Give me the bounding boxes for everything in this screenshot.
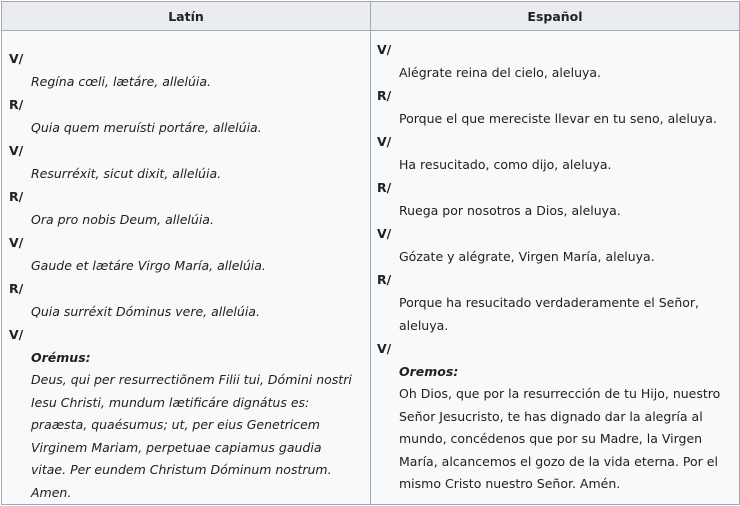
verse-mark: V/: [9, 143, 24, 158]
closing-prayer: Deus, qui per resurrectiõnem Filii tui, Dómini nostri Iesu Christi, mundum lætificáre dignátus es: praæsta, quaésumus; ut, per eius Genetricem Virginem Mariam, perpetuae capiamus gaudia vitae. Per eundem Christum Dóminum nostrum. Amen.: [31, 372, 352, 500]
espanol-column: [371, 31, 740, 505]
verse-text: Gózate y alégrate, Virgen María, aleluya.: [399, 249, 655, 264]
verse-text: Porque el que mereciste llevar en tu seno, aleluya.: [399, 111, 717, 126]
verse-mark: V/: [377, 341, 392, 356]
verse-text: Ruega por nosotros a Dios, aleluya.: [399, 203, 621, 218]
verse-mark: V/: [377, 134, 392, 149]
verse-mark: R/: [9, 189, 24, 204]
verse-mark: R/: [377, 272, 392, 287]
verse-mark: R/: [9, 281, 24, 296]
oremus-heading: Orémus:: [31, 350, 91, 365]
verse-mark: V/: [377, 42, 392, 57]
prayer-table: [1, 1, 740, 505]
verse-text: Gaude et lætáre Virgo María, allelúia.: [31, 258, 266, 273]
verse-mark: R/: [377, 180, 392, 195]
header-espanol[interactable]: Español: [371, 2, 740, 31]
verse-mark: V/: [377, 226, 392, 241]
verse-mark: R/: [9, 97, 24, 112]
verse-text: Alégrate reina del cielo, aleluya.: [399, 65, 602, 80]
latin-column: [2, 31, 371, 505]
verse-text: Resurréxit, sicut dixit, allelúia.: [31, 166, 222, 181]
closing-prayer: Oh Dios, que por la resurrección de tu Hijo, nuestro Señor Jesucristo, te has dignado dar la alegría al mundo, concédenos que por su Madre, la Virgen María, alcancemos el gozo de la vida eterna. Por el mismo Cristo nuestro Señor. Amén.: [399, 386, 721, 491]
verse-mark: V/: [9, 235, 24, 250]
verse-text: Porque ha resucitado verdaderamente el Señor, aleluya.: [399, 295, 700, 333]
oremos-heading: Oremos:: [399, 364, 459, 379]
verse-text: Ora pro nobis Deum, allelúia.: [31, 212, 214, 227]
verse-mark: V/: [9, 51, 24, 66]
verse-text: Ha resucitado, como dijo, aleluya.: [399, 157, 612, 172]
verse-text: Quia quem meruísti portáre, allelúia.: [31, 120, 262, 135]
verse-text: Quia surréxit Dóminus vere, allelúia.: [31, 304, 260, 319]
verse-text: Regína cœli, lætáre, allelúia.: [31, 74, 211, 89]
header-latin[interactable]: Latín: [2, 2, 371, 31]
verse-mark: V/: [9, 327, 24, 342]
verse-mark: R/: [377, 88, 392, 103]
